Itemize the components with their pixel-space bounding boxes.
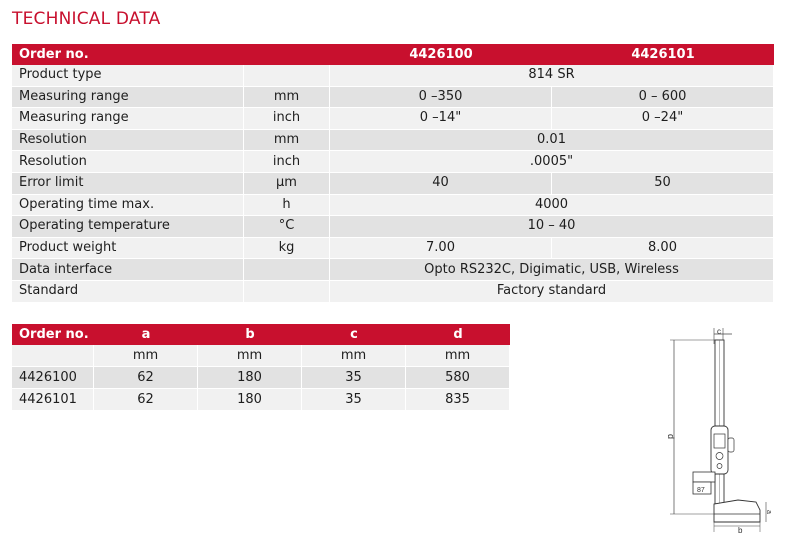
spec-label: Product weight: [12, 238, 244, 260]
dims-a-value: 62: [94, 389, 198, 411]
spec-unit: h: [244, 195, 330, 217]
header-unit: [244, 44, 330, 65]
spec-value: 10 – 40: [330, 216, 774, 238]
spec-unit: [244, 281, 330, 303]
spec-unit: kg: [244, 238, 330, 260]
spec-label: Measuring range: [12, 87, 244, 109]
table-row: [12, 281, 774, 303]
dims-d-value: 580: [406, 367, 510, 389]
table-row: [12, 367, 510, 389]
dims-order-no: 4426101: [12, 389, 94, 411]
spec-value-4426101: 0 –24": [552, 108, 774, 130]
table-row: [12, 108, 774, 130]
dims-b-value: 180: [198, 389, 302, 411]
table-row: [12, 65, 774, 87]
dims-unit-a: mm: [94, 345, 198, 367]
spec-value: 814 SR: [330, 65, 774, 87]
label-a: a: [765, 510, 772, 514]
dims-unit-row: [12, 345, 510, 367]
dims-b-value: 180: [198, 367, 302, 389]
dims-unit-blank: [12, 345, 94, 367]
table-row: [12, 216, 774, 238]
spec-value: .0005": [330, 151, 774, 173]
header-model-4426101: 4426101: [552, 44, 774, 65]
page-title: TECHNICAL DATA: [12, 9, 161, 29]
table-row: [12, 259, 774, 281]
dims-c-value: 35: [302, 389, 406, 411]
spec-label: Operating temperature: [12, 216, 244, 238]
table-row: [12, 389, 510, 411]
dims-header-row: [12, 324, 510, 345]
spec-header-row: [12, 44, 774, 65]
spec-unit: µm: [244, 173, 330, 195]
height-gauge-dimension-drawing: [660, 322, 780, 534]
spec-value-4426100: 0 –350: [330, 87, 552, 109]
spec-value-4426100: 0 –14": [330, 108, 552, 130]
spec-unit: mm: [244, 87, 330, 109]
dimensions-table: [12, 324, 510, 411]
technical-data-table: [12, 44, 774, 303]
spec-label: Error limit: [12, 173, 244, 195]
header-model-4426100: 4426100: [330, 44, 552, 65]
spec-value: 4000: [330, 195, 774, 217]
dims-header-c: c: [302, 324, 406, 345]
table-row: [12, 151, 774, 173]
table-row: [12, 173, 774, 195]
spec-value-4426101: 8.00: [552, 238, 774, 260]
spec-unit: inch: [244, 151, 330, 173]
spec-value: Factory standard: [330, 281, 774, 303]
label-b: b: [738, 526, 743, 534]
dims-unit-c: mm: [302, 345, 406, 367]
label-d: d: [666, 434, 676, 440]
table-row: [12, 238, 774, 260]
table-row: [12, 195, 774, 217]
spec-label: Resolution: [12, 130, 244, 152]
header-order-no: Order no.: [12, 44, 244, 65]
spec-label: Operating time max.: [12, 195, 244, 217]
spec-value-4426101: 50: [552, 173, 774, 195]
spec-unit: [244, 259, 330, 281]
dims-unit-b: mm: [198, 345, 302, 367]
table-row: [12, 87, 774, 109]
dims-header-a: a: [94, 324, 198, 345]
spec-value: 0.01: [330, 130, 774, 152]
spec-value-4426100: 7.00: [330, 238, 552, 260]
dims-c-value: 35: [302, 367, 406, 389]
dims-header-order-no: Order no.: [12, 324, 94, 345]
spec-label: Resolution: [12, 151, 244, 173]
dims-header-b: b: [198, 324, 302, 345]
dims-header-d: d: [406, 324, 510, 345]
spec-value: Opto RS232C, Digimatic, USB, Wireless: [330, 259, 774, 281]
label-87: 87: [697, 487, 705, 494]
spec-unit: [244, 65, 330, 87]
label-c: c: [717, 327, 721, 336]
dims-a-value: 62: [94, 367, 198, 389]
spec-value-4426101: 0 – 600: [552, 87, 774, 109]
spec-value-4426100: 40: [330, 173, 552, 195]
spec-label: Standard: [12, 281, 244, 303]
dims-order-no: 4426100: [12, 367, 94, 389]
dims-d-value: 835: [406, 389, 510, 411]
spec-label: Product type: [12, 65, 244, 87]
table-row: [12, 130, 774, 152]
spec-unit: mm: [244, 130, 330, 152]
dims-unit-d: mm: [406, 345, 510, 367]
spec-label: Data interface: [12, 259, 244, 281]
spec-unit: °C: [244, 216, 330, 238]
spec-label: Measuring range: [12, 108, 244, 130]
spec-unit: inch: [244, 108, 330, 130]
